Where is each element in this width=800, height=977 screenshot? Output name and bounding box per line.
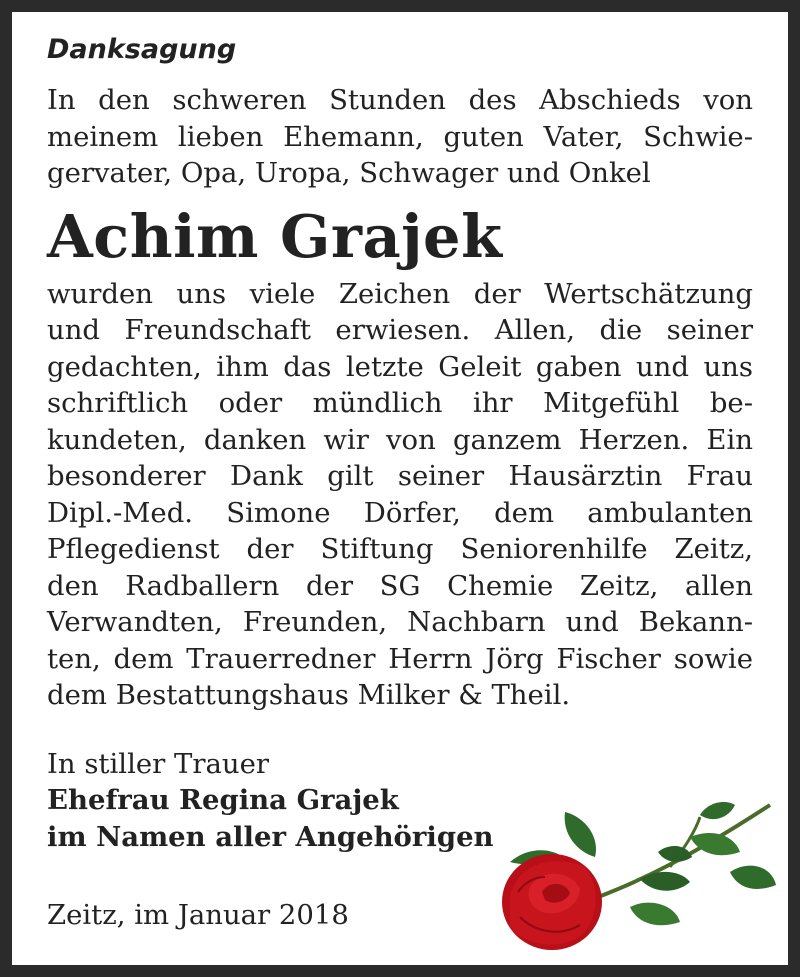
notice-content bbox=[47, 30, 753, 855]
body-line: und Freundschaft erwiesen. Allen, die seiner bbox=[47, 314, 753, 346]
deceased-name: Achim Grajek bbox=[47, 201, 503, 271]
signatory-name: Ehefrau Regina Grajek bbox=[47, 784, 399, 816]
leaf bbox=[565, 812, 596, 857]
body-paragraph bbox=[47, 276, 753, 714]
body-line: wurden uns viele Zeichen der Wertschätzung bbox=[47, 277, 753, 310]
intro-line: meinem lieben Ehemann, guten Vater, Schwie- bbox=[47, 120, 753, 153]
mourning-line: In stiller Trauer bbox=[47, 747, 270, 780]
leaf bbox=[700, 802, 735, 819]
body-line: den Radballern der SG Chemie Zeitz, allen bbox=[47, 569, 753, 602]
intro-line: gervater, Opa, Uropa, Schwager und Onkel bbox=[47, 157, 651, 189]
leaf bbox=[658, 846, 692, 862]
body-line: dem Bestattungshaus Milker & Theil. bbox=[47, 679, 571, 711]
body-line: kundeten, danken wir von ganzem Herzen. Ein bbox=[47, 423, 753, 456]
intro-line: In den schweren Stunden des Abschieds von bbox=[47, 84, 753, 116]
body-line: gedachten, ihm das letzte Geleit gaben und uns bbox=[47, 350, 753, 383]
place-date: Zeitz, im Januar 2018 bbox=[47, 899, 349, 931]
rose-image bbox=[490, 797, 780, 957]
notice-heading: Danksagung bbox=[47, 34, 237, 65]
signatory-family: im Namen aller Angehörigen bbox=[47, 820, 494, 853]
intro-paragraph bbox=[47, 82, 753, 192]
body-line: ten, dem Trauerredner Herrn Jörg Fischer sowie bbox=[47, 642, 753, 675]
leaf bbox=[730, 866, 776, 889]
body-line: Pflegedienst der Stiftung Seniorenhilfe Zeitz, bbox=[47, 533, 753, 565]
body-line: Dipl.-Med. Simone Dörfer, dem ambulanten bbox=[47, 496, 753, 529]
leaf bbox=[690, 833, 740, 855]
body-line: Verwandten, Freunden, Nachbarn und Bekann- bbox=[47, 606, 753, 638]
body-line: schriftlich oder mündlich ihr Mitgefühl be- bbox=[47, 387, 753, 419]
body-line: besonderer Dank gilt seiner Hausärztin Frau bbox=[47, 460, 753, 492]
leaf bbox=[630, 903, 680, 926]
